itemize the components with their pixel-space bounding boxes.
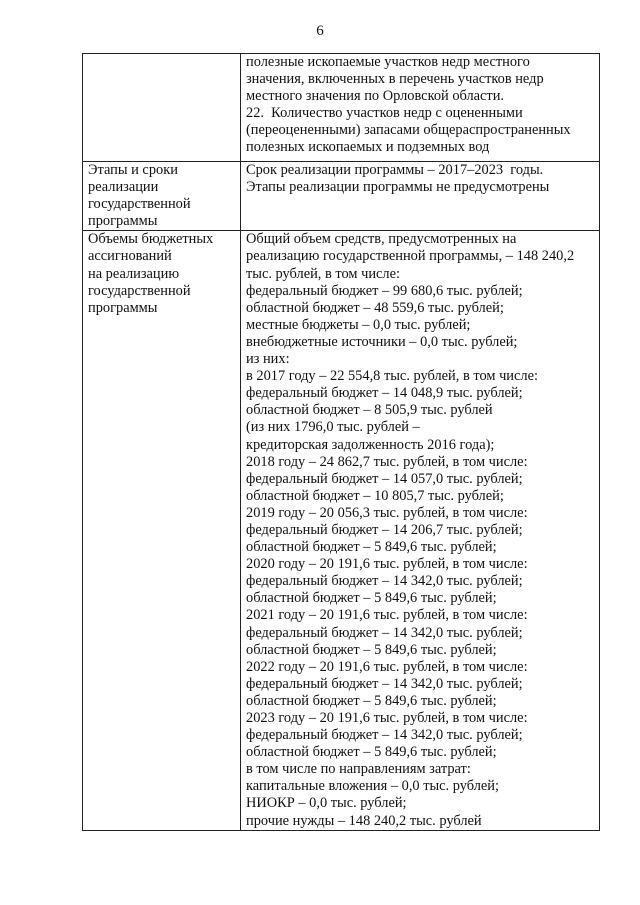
text-line: НИОКР – 0,0 тыс. рублей;	[246, 795, 407, 812]
text-line: Срок реализации программы – 2017–2023 годы.	[246, 162, 544, 178]
label-line: на реализацию	[88, 265, 180, 282]
budget-label-cell	[83, 231, 241, 830]
stages-label-cell	[83, 162, 241, 231]
label-line: программы	[88, 213, 158, 230]
text-line: федеральный бюджет – 14 342,0 тыс. рублей;	[246, 624, 523, 641]
label-line: государственной	[88, 196, 191, 213]
continuation-right-cell	[241, 54, 600, 162]
text-line: внебюджетные источники – 0,0 тыс. рублей;	[246, 333, 518, 350]
text-line: федеральный бюджет – 14 342,0 тыс. рублей;	[246, 727, 523, 744]
text-line: федеральный бюджет – 99 680,6 тыс. рублей;	[246, 282, 523, 299]
continuation-left-cell	[83, 54, 241, 162]
text-line: тыс. рублей, в том числе:	[246, 265, 400, 282]
text-line: областной бюджет – 5 849,6 тыс. рублей;	[246, 692, 497, 709]
text-line: федеральный бюджет – 14 048,9 тыс. рублей;	[246, 385, 523, 402]
text-line: областной бюджет – 5 849,6 тыс. рублей;	[246, 641, 497, 658]
text-line: федеральный бюджет – 14 342,0 тыс. рублей;	[246, 573, 523, 590]
continuation-text-block	[246, 54, 596, 160]
text-line: местного значения по Орловской области.	[246, 88, 505, 105]
text-line: федеральный бюджет – 14 057,0 тыс. рублей;	[246, 470, 523, 487]
table-row-stages	[83, 162, 600, 231]
table-row-budget	[83, 231, 600, 830]
table-row-continuation	[83, 54, 600, 162]
text-line: из них:	[246, 351, 290, 368]
text-line: 2019 году – 20 056,3 тыс. рублей, в том числе:	[246, 504, 528, 521]
label-line: Объемы бюджетных	[88, 231, 214, 248]
text-line: в 2017 году – 22 554,8 тыс. рублей, в том числе:	[246, 368, 538, 385]
text-line: областной бюджет – 5 849,6 тыс. рублей;	[246, 539, 497, 556]
text-line: 2020 году – 20 191,6 тыс. рублей, в том числе:	[246, 556, 528, 573]
text-line: кредиторская задолженность 2016 года);	[246, 436, 495, 453]
label-line: Этапы и сроки	[88, 162, 178, 178]
text-line: капитальные вложения – 0,0 тыс. рублей;	[246, 778, 499, 795]
page-number: 6	[316, 23, 324, 39]
text-line: 2023 году – 20 191,6 тыс. рублей, в том числе:	[246, 710, 528, 726]
text-line: федеральный бюджет – 14 206,7 тыс. рублей;	[246, 521, 523, 538]
text-line: Общий объем средств, предусмотренных на	[246, 231, 517, 248]
label-line: государственной	[88, 282, 191, 299]
text-line: 2021 году – 20 191,6 тыс. рублей, в том числе:	[246, 607, 528, 624]
text-line: (переоцененными) запасами общераспространенных	[246, 122, 571, 139]
text-line: 2022 году – 20 191,6 тыс. рублей, в том числе:	[246, 658, 528, 675]
text-line: полезные ископаемые участков недр местного	[246, 54, 530, 70]
text-line: 22. Количество участков недр с оцененными	[246, 105, 523, 122]
label-line: программы	[88, 299, 158, 316]
text-line: полезных ископаемых и подземных вод	[246, 139, 490, 156]
text-line: 2018 году – 24 862,7 тыс. рублей, в том числе:	[246, 453, 528, 470]
text-line: Этапы реализации программы не предусмотрены	[246, 179, 550, 196]
text-line: реализацию государственной программы, – 148 240,2	[246, 248, 575, 265]
text-line: в том числе по направлениям затрат:	[246, 761, 471, 778]
text-line: значения, включенных в перечень участков недр	[246, 71, 544, 88]
text-line: федеральный бюджет – 14 342,0 тыс. рублей;	[246, 675, 523, 692]
budget-value-cell	[241, 231, 600, 830]
text-line: областной бюджет – 5 849,6 тыс. рублей;	[246, 590, 497, 607]
label-line: ассигнований	[88, 248, 172, 265]
stages-value-cell	[241, 162, 600, 231]
label-line: реализации	[88, 179, 159, 196]
text-line: областной бюджет – 48 559,6 тыс. рублей;	[246, 299, 504, 316]
text-line: областной бюджет – 8 505,9 тыс. рублей	[246, 402, 493, 419]
text-line: областной бюджет – 5 849,6 тыс. рублей;	[246, 744, 497, 761]
text-line: местные бюджеты – 0,0 тыс. рублей;	[246, 316, 471, 333]
text-line: областной бюджет – 10 805,7 тыс. рублей;	[246, 487, 504, 504]
text-line: (из них 1796,0 тыс. рублей –	[246, 419, 420, 436]
text-line: прочие нужды – 148 240,2 тыс. рублей	[246, 812, 482, 829]
program-passport-table	[82, 53, 600, 831]
